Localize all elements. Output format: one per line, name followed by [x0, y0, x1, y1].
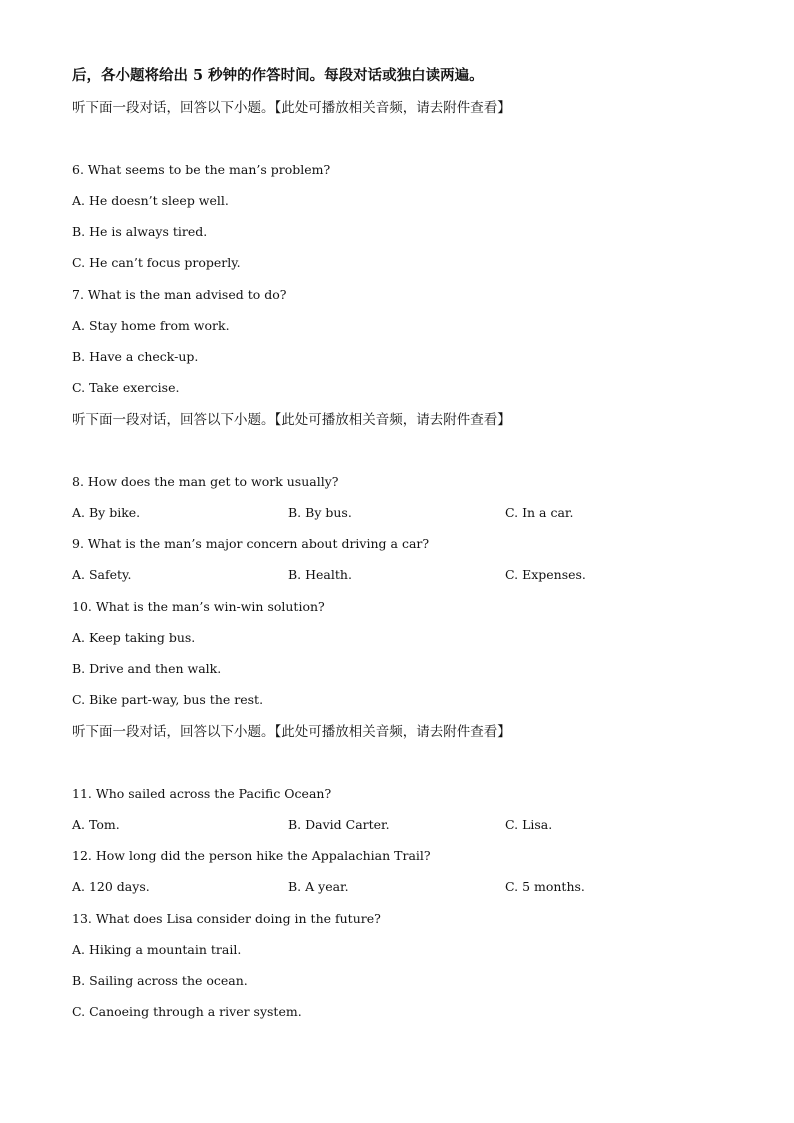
option-6a: A. He doesn’t sleep well.: [72, 193, 229, 208]
question-8: 8. How does the man get to work usually?: [72, 474, 339, 489]
option-9b: B. Health.: [288, 567, 352, 582]
intro-text: 后，各小题将给出 5 秒钟的作答时间。每段对话或独白读两遍。: [72, 67, 484, 84]
question-11: 11. Who sailed across the Pacific Ocean?: [72, 786, 332, 801]
option-6b: B. He is always tired.: [72, 224, 208, 239]
question-12: 12. How long did the person hike the Appalachian Trail?: [72, 848, 431, 863]
option-10c: C. Bike part-way, bus the rest.: [72, 692, 264, 707]
question-10: 10. What is the man’s win-win solution?: [72, 599, 325, 614]
option-9c: C. Expenses.: [505, 567, 586, 582]
option-8c: C. In a car.: [505, 505, 574, 520]
option-8a: A. By bike.: [72, 505, 141, 520]
option-6c: C. He can’t focus properly.: [72, 255, 241, 270]
option-8b: B. By bus.: [288, 505, 352, 520]
option-10b: B. Drive and then walk.: [72, 661, 222, 676]
options-row-12: [72, 878, 722, 896]
option-11b: B. David Carter.: [288, 817, 390, 832]
option-7a: A. Stay home from work.: [72, 318, 230, 333]
question-13: 13. What does Lisa consider doing in the future?: [72, 911, 381, 926]
option-9a: A. Safety.: [72, 567, 132, 582]
section-heading: 听下面一段对话，回答以下小题。【此处可播放相关音频，请去附件查看】: [72, 100, 511, 116]
question-7: 7. What is the man advised to do?: [72, 287, 287, 302]
option-13c: C. Canoeing through a river system.: [72, 1004, 302, 1019]
option-12b: B. A year.: [288, 879, 349, 894]
option-7c: C. Take exercise.: [72, 380, 180, 395]
option-13a: A. Hiking a mountain trail.: [72, 942, 242, 957]
option-12a: A. 120 days.: [72, 879, 150, 894]
question-6: 6. What seems to be the man’s problem?: [72, 162, 331, 177]
option-13b: B. Sailing across the ocean.: [72, 973, 248, 988]
option-7b: B. Have a check-up.: [72, 349, 199, 364]
options-row-8: [72, 504, 722, 522]
options-row-11: [72, 816, 722, 834]
section-heading: 听下面一段对话，回答以下小题。【此处可播放相关音频，请去附件查看】: [72, 724, 511, 740]
option-12c: C. 5 months.: [505, 879, 585, 894]
option-11c: C. Lisa.: [505, 817, 553, 832]
question-9: 9. What is the man’s major concern about driving a car?: [72, 536, 430, 551]
option-11a: A. Tom.: [72, 817, 120, 832]
section-heading: 听下面一段对话，回答以下小题。【此处可播放相关音频，请去附件查看】: [72, 412, 511, 428]
option-10a: A. Keep taking bus.: [72, 630, 196, 645]
options-row-9: [72, 566, 722, 584]
